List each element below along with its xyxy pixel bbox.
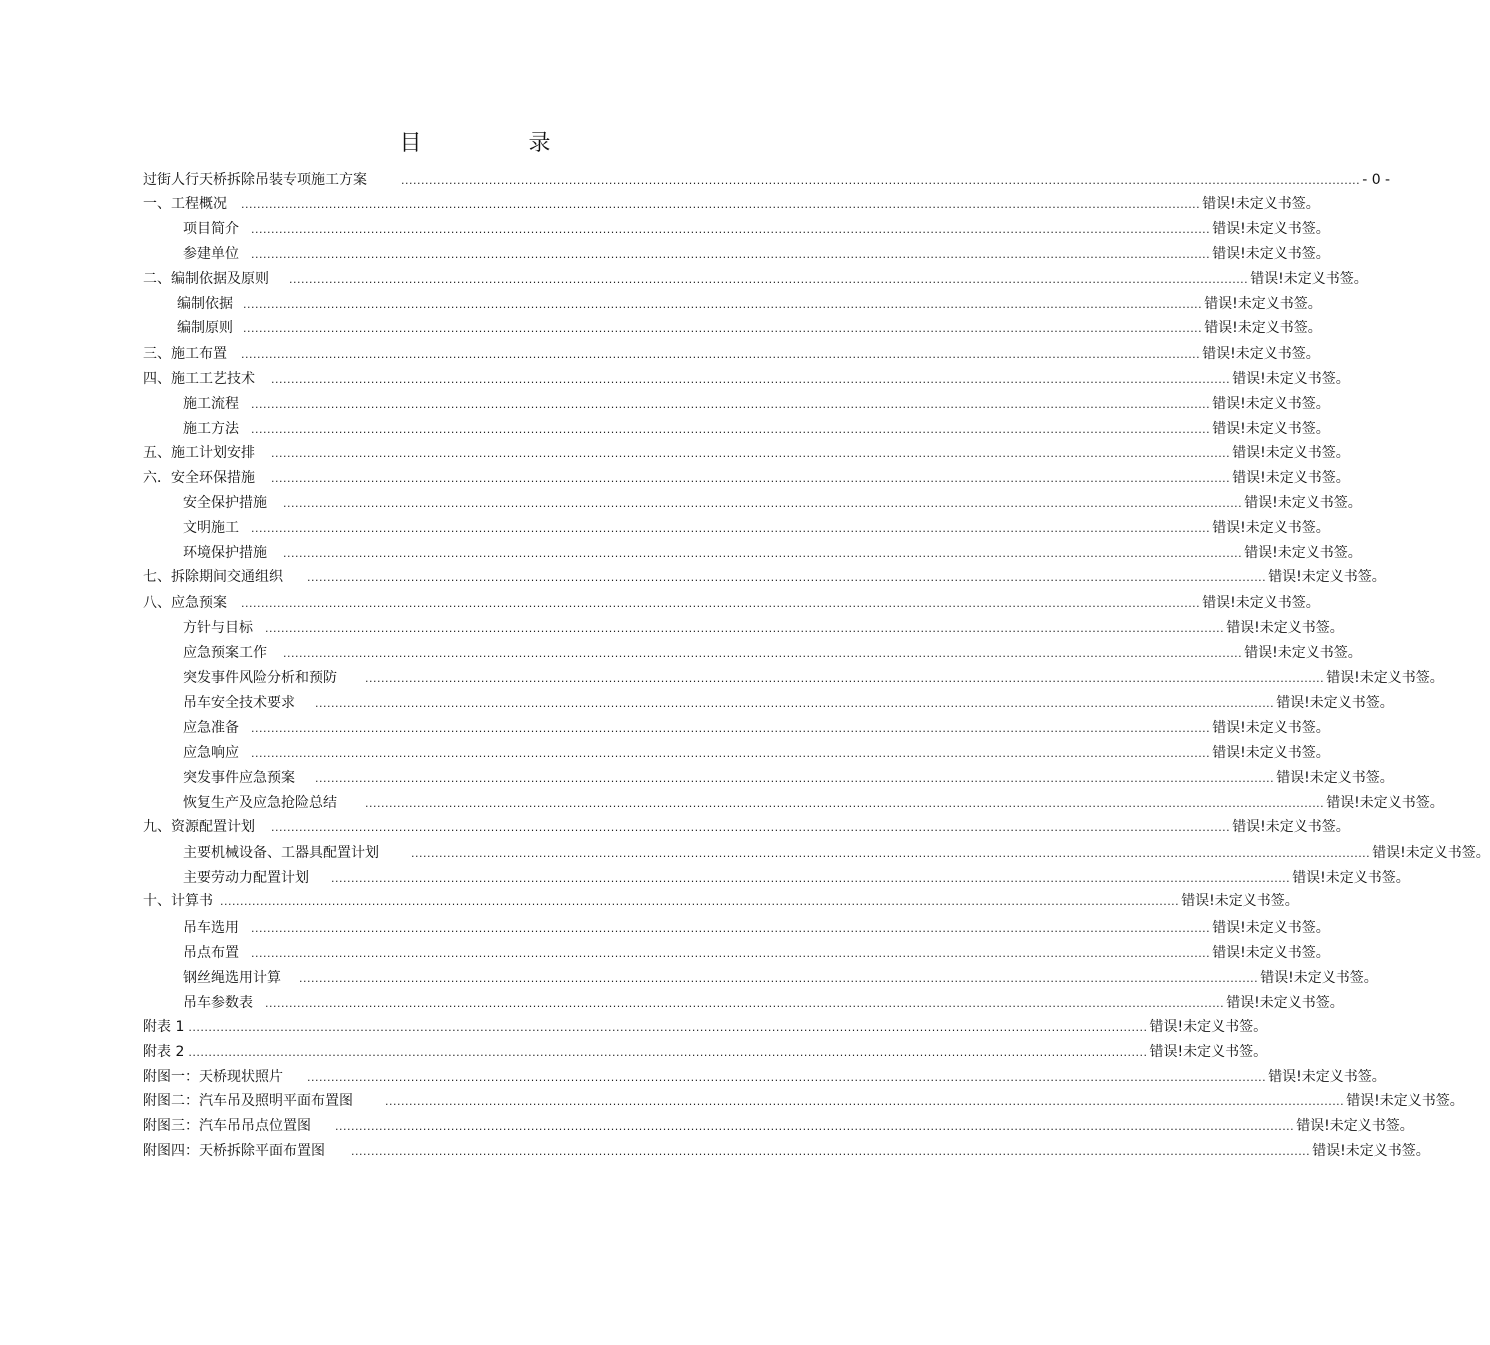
toc-entry-label: 编制依据 [177,296,233,312]
toc-entry-label: 突发事件应急预案 [183,770,295,786]
toc-entry-page: 错误!未定义书签。 [1276,770,1394,786]
toc-entry-page: 错误!未定义书签。 [1202,346,1320,362]
toc-leader-dots: ................................................................................................................................................................................................................................................ [365,672,1325,685]
toc-leader-dots: ................................................................................................................................................................................................................................................ [220,895,1180,908]
toc-entry-page: 错误!未定义书签。 [1212,920,1330,936]
toc-entry-label: 附图四：天桥拆除平面布置图 [143,1143,325,1159]
toc-entry-label: 附图一：天桥现状照片 [143,1069,283,1085]
toc-entry-page: 错误!未定义书签。 [1244,495,1362,511]
toc-entry[interactable] [143,394,1330,414]
toc-entry-page: 错误!未定义书签。 [1212,421,1330,437]
toc-entry-page: 错误!未定义书签。 [1212,745,1330,761]
toc-entry-page: 错误!未定义书签。 [1232,371,1350,387]
toc-entry-page: 错误!未定义书签。 [1326,670,1444,686]
toc-entry-page: 错误!未定义书签。 [1204,296,1322,312]
toc-entry-page: 错误!未定义书签。 [1268,1069,1386,1085]
toc-entry-label: 八、应急预案 [143,595,227,611]
toc-entry-page: 错误!未定义书签。 [1181,893,1299,909]
toc-leader-dots: ................................................................................................................................................................................................................................................ [251,922,1211,935]
toc-entry-label: 吊点布置 [183,945,239,961]
toc-entry-label: 应急响应 [183,745,239,761]
toc-entry-page: 错误!未定义书签。 [1296,1118,1414,1134]
toc-leader-dots: ................................................................................................................................................................................................................................................ [315,697,1275,710]
toc-entry-label: 吊车选用 [183,920,239,936]
toc-entry[interactable] [143,843,1490,863]
toc-entry-label: 应急准备 [183,720,239,736]
toc-leader-dots: ................................................................................................................................................................................................................................................ [331,872,1291,885]
toc-entry-label: 文明施工 [183,520,239,536]
toc-entry[interactable] [143,1042,1268,1062]
toc-entry[interactable] [143,244,1330,264]
toc-leader-dots: ................................................................................................................................................................................................................................................ [251,947,1211,960]
toc-entry[interactable] [143,968,1378,988]
toc-entry[interactable] [143,618,1344,638]
toc-entry-label: 三、施工布置 [143,346,227,362]
toc-entry[interactable] [143,593,1320,613]
toc-leader-dots: ................................................................................................................................................................................................................................................ [307,1071,1267,1084]
toc-leader-dots: ................................................................................................................................................................................................................................................ [283,647,1243,660]
toc-entry[interactable] [143,344,1320,364]
toc-entry[interactable] [143,1017,1268,1037]
toc-entry-label: 附图三：汽车吊吊点位置图 [143,1118,311,1134]
toc-entry[interactable] [143,543,1362,563]
toc-leader-dots: ................................................................................................................................................................................................................................................ [365,797,1325,810]
toc-leader-dots: ................................................................................................................................................................................................................................................ [283,547,1243,560]
toc-entry[interactable] [143,993,1344,1013]
toc-entry[interactable] [143,817,1350,837]
toc-entry-label: 吊车参数表 [183,995,253,1011]
toc-entry[interactable] [143,1067,1386,1087]
toc-entry[interactable] [143,294,1322,314]
toc-entry-page: 错误!未定义书签。 [1212,396,1330,412]
toc-entry-page: 错误!未定义书签。 [1292,870,1410,886]
toc-leader-dots: ................................................................................................................................................................................................................................................ [188,1046,1148,1059]
toc-leader-dots: ................................................................................................................................................................................................................................................ [251,398,1211,411]
toc-leader-dots: ................................................................................................................................................................................................................................................ [251,747,1211,760]
toc-entry-label: 钢丝绳选用计算 [183,970,281,986]
toc-title: 目 录 [399,131,601,156]
toc-leader-dots: ................................................................................................................................................................................................................................................ [188,1021,1148,1034]
toc-entry-page: 错误!未定义书签。 [1226,620,1344,636]
toc-entry[interactable] [143,468,1350,488]
toc-entry[interactable] [143,1116,1414,1136]
toc-entry-page: 错误!未定义书签。 [1232,445,1350,461]
toc-entry[interactable] [143,219,1330,239]
toc-leader-dots: ................................................................................................................................................................................................................................................ [307,571,1267,584]
toc-entry-page: 错误!未定义书签。 [1202,196,1320,212]
toc-leader-dots: ................................................................................................................................................................................................................................................ [251,423,1211,436]
toc-entry-label: 项目简介 [183,221,239,237]
toc-entry-page: 错误!未定义书签。 [1212,246,1330,262]
toc-entry[interactable] [143,918,1330,938]
toc-leader-dots: ................................................................................................................................................................................................................................................ [315,772,1275,785]
toc-entry[interactable] [143,943,1330,963]
toc-entry-label: 附表 1 [143,1019,185,1035]
toc-entry-label: 附图二：汽车吊及照明平面布置图 [143,1093,353,1109]
toc-entry[interactable] [143,567,1386,587]
toc-entry-page: 错误!未定义书签。 [1232,470,1350,486]
toc-entry-page: - 0 - [1362,172,1391,188]
toc-entry-page: 错误!未定义书签。 [1212,720,1330,736]
toc-entry[interactable] [143,868,1410,888]
toc-entry-page: 错误!未定义书签。 [1260,970,1378,986]
toc-entry-label: 安全保护措施 [183,495,267,511]
toc-entry[interactable] [143,369,1350,389]
toc-entry-page: 错误!未定义书签。 [1250,271,1368,287]
toc-entry[interactable] [143,443,1350,463]
toc-leader-dots: ................................................................................................................................................................................................................................................ [271,447,1231,460]
toc-leader-dots: ................................................................................................................................................................................................................................................ [351,1145,1311,1158]
toc-entry-label: 附表 2 [143,1044,185,1060]
toc-leader-dots: ................................................................................................................................................................................................................................................ [283,497,1243,510]
toc-entry[interactable] [143,419,1330,439]
toc-entry-label: 恢复生产及应急抢险总结 [183,795,337,811]
toc-entry[interactable] [143,793,1444,813]
toc-leader-dots: ................................................................................................................................................................................................................................................ [401,174,1361,187]
toc-entry-label: 施工方法 [183,421,239,437]
toc-entry-page: 错误!未定义书签。 [1232,819,1350,835]
toc-entry-page: 错误!未定义书签。 [1372,845,1490,861]
toc-entry[interactable] [143,693,1394,713]
toc-entry[interactable] [143,718,1330,738]
toc-leader-dots: ................................................................................................................................................................................................................................................ [241,198,1201,211]
toc-entry[interactable] [143,768,1394,788]
toc-entry-label: 七、拆除期间交通组织 [143,569,283,585]
toc-leader-dots: ................................................................................................................................................................................................................................................ [411,847,1371,860]
toc-entry-page: 错误!未定义书签。 [1202,595,1320,611]
toc-entry-page: 错误!未定义书签。 [1326,795,1444,811]
toc-entry-label: 主要劳动力配置计划 [183,870,309,886]
toc-leader-dots: ................................................................................................................................................................................................................................................ [289,273,1249,286]
toc-entry-label: 五、施工计划安排 [143,445,255,461]
toc-entry-page: 错误!未定义书签。 [1226,995,1344,1011]
toc-entry-label: 过街人行天桥拆除吊装专项施工方案 [143,172,367,188]
toc-leader-dots: ................................................................................................................................................................................................................................................ [243,298,1203,311]
toc-leader-dots: ................................................................................................................................................................................................................................................ [241,348,1201,361]
toc-entry-page: 错误!未定义书签。 [1204,320,1322,336]
toc-entry-label: 施工流程 [183,396,239,412]
toc-entry[interactable] [143,493,1362,513]
toc-entry-label: 应急预案工作 [183,645,267,661]
toc-entry[interactable] [143,194,1320,214]
toc-leader-dots: ................................................................................................................................................................................................................................................ [243,322,1203,335]
toc-entry-label: 九、资源配置计划 [143,819,255,835]
toc-entry-label: 吊车安全技术要求 [183,695,295,711]
toc-leader-dots: ................................................................................................................................................................................................................................................ [271,472,1231,485]
toc-entry[interactable] [143,170,1391,190]
toc-entry-label: 十、计算书 [143,893,213,909]
toc-entry[interactable] [143,1091,1464,1111]
toc-entry-label: 主要机械设备、工器具配置计划 [183,845,379,861]
toc-entry[interactable] [143,269,1368,289]
toc-entry-label: 参建单位 [183,246,239,262]
toc-leader-dots: ................................................................................................................................................................................................................................................ [241,597,1201,610]
toc-leader-dots: ................................................................................................................................................................................................................................................ [251,248,1211,261]
toc-entry[interactable] [143,318,1322,338]
toc-entry-page: 错误!未定义书签。 [1276,695,1394,711]
toc-leader-dots: ................................................................................................................................................................................................................................................ [251,522,1211,535]
toc-leader-dots: ................................................................................................................................................................................................................................................ [335,1120,1295,1133]
toc-entry-label: 四、施工工艺技术 [143,371,255,387]
toc-entry-label: 编制原则 [177,320,233,336]
toc-leader-dots: ................................................................................................................................................................................................................................................ [265,997,1225,1010]
toc-leader-dots: ................................................................................................................................................................................................................................................ [271,821,1231,834]
toc-entry-page: 错误!未定义书签。 [1212,520,1330,536]
toc-entry[interactable] [143,643,1362,663]
toc-leader-dots: ................................................................................................................................................................................................................................................ [251,223,1211,236]
toc-entry-label: 六．安全环保措施 [143,470,255,486]
toc-leader-dots: ................................................................................................................................................................................................................................................ [251,722,1211,735]
toc-entry[interactable] [143,668,1444,688]
toc-entry[interactable] [143,891,1299,911]
toc-entry-page: 错误!未定义书签。 [1212,945,1330,961]
toc-entry-label: 突发事件风险分析和预防 [183,670,337,686]
toc-entry-label: 二、编制依据及原则 [143,271,269,287]
toc-entry-page: 错误!未定义书签。 [1346,1093,1464,1109]
toc-leader-dots: ................................................................................................................................................................................................................................................ [271,373,1231,386]
toc-entry-label: 一、工程概况 [143,196,227,212]
toc-entry-page: 错误!未定义书签。 [1149,1019,1268,1035]
toc-leader-dots: ................................................................................................................................................................................................................................................ [265,622,1225,635]
toc-entry[interactable] [143,743,1330,763]
toc-entry-page: 错误!未定义书签。 [1268,569,1386,585]
toc-entry[interactable] [143,1141,1430,1161]
toc-entry-label: 方针与目标 [183,620,253,636]
toc-entry[interactable] [143,518,1330,538]
toc-leader-dots: ................................................................................................................................................................................................................................................ [299,972,1259,985]
toc-entry-page: 错误!未定义书签。 [1312,1143,1430,1159]
toc-leader-dots: ................................................................................................................................................................................................................................................ [385,1095,1345,1108]
toc-entry-label: 环境保护措施 [183,545,267,561]
toc-entry-page: 错误!未定义书签。 [1244,645,1362,661]
toc-entry-page: 错误!未定义书签。 [1149,1044,1268,1060]
toc-entry-page: 错误!未定义书签。 [1244,545,1362,561]
toc-entry-page: 错误!未定义书签。 [1212,221,1330,237]
